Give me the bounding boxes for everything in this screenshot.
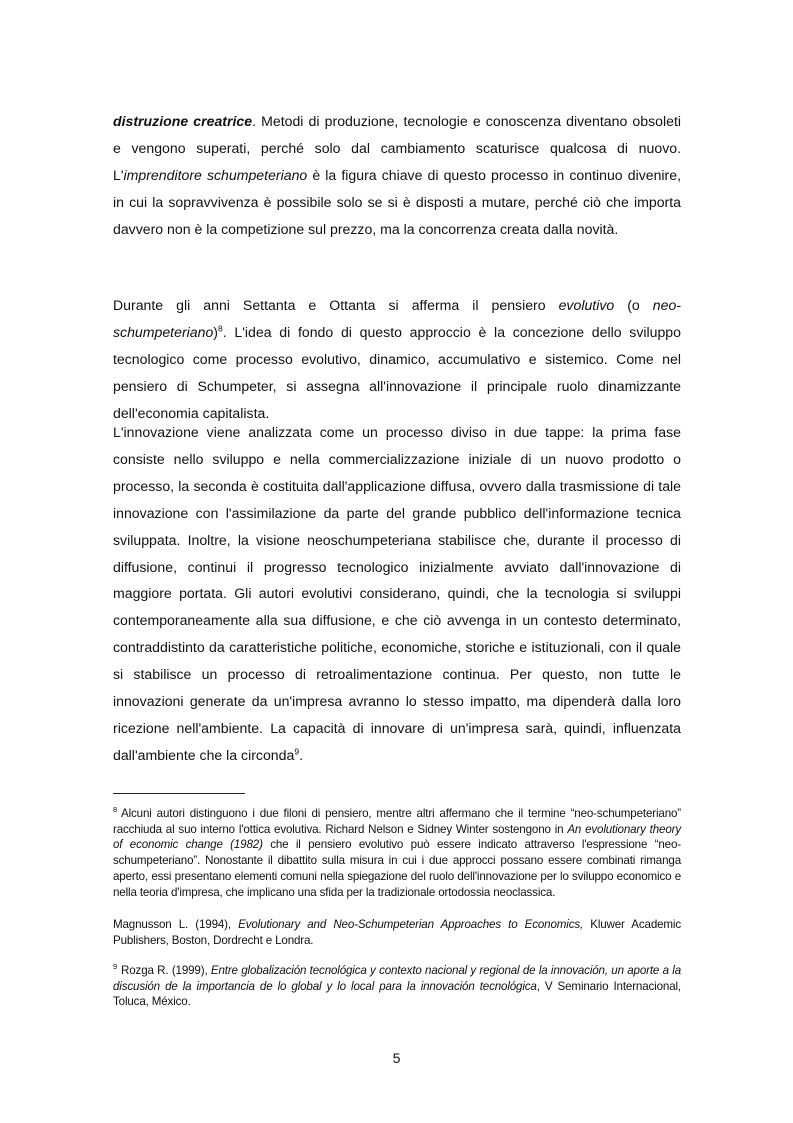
paragraph-2: [113, 292, 681, 427]
footnote-8-title: An evolutionary theory of economic change (1982): [113, 822, 682, 852]
paragraph-1-text: . Metodi di produzione, tecnologie e conoscenza diventano obsoleti e vengono superati, perché solo dal cambiamento scaturisce qualcosa di nuovo. L': [113, 113, 681, 183]
footnote-9-title: Entre globalización tecnológica y contexto nacional y regional de la innovación, un aporte a la discusión de la importancia de lo global y lo local para la innovación tecnológica: [113, 964, 681, 993]
footnote-9-author: Rozga R. (1999),: [121, 964, 211, 977]
citation-author: Magnusson L. (1994),: [113, 918, 239, 931]
footnote-9-text-end: , V Seminario Internacional, Toluca, México.: [113, 979, 681, 1009]
paragraph-1-text-end: è la figura chiave di questo processo in continuo divenire, in cui la sopravvivenza è possibile solo se si è disposti a mutare, perché ciò che importa davvero non è la competizione sul prezzo, ma la concorrenza creata dalla novità.: [113, 166, 681, 237]
footnote-8-mark: 8: [113, 805, 118, 815]
footnote-8-text-end: che il pensiero evolutivo può essere indicato attraverso l'espressione “neo-schumpeteriano”. Nonostante il dibattito sulla misura in cui i due approcci possano essere combinati rimanga aperto, essi presentano elementi comuni nella spiegazione del ruolo dell'innovazione per lo sviluppo economico e nella teoria d'impresa, che implicano una sfida per la tradizionale ortodossia neoclassica.: [113, 838, 681, 899]
footnote-ref-9[interactable]: 9: [294, 746, 300, 757]
citation-title: Evolutionary and Neo-Schumpeterian Approaches to Economics,: [238, 918, 584, 931]
term-evolutivo: evolutivo: [558, 297, 615, 313]
term-neo-schumpeteriano: neo-schumpeteriano: [113, 297, 681, 340]
citation-publisher: Kluwer Academic Publishers, Boston, Dordrecht e Londra.: [113, 918, 681, 947]
footnote-ref-8[interactable]: 8: [217, 323, 223, 334]
paragraph-3-text: L'innovazione viene analizzata come un processo diviso in due tappe: la prima fase consiste nello sviluppo e nella commercializzazione iniziale di un nuovo prodotto o processo, la seconda è costituita dall'applicazione diffusa, ovvero dalla trasmissione di tale innovazione con l'assimilazione da parte del grande pubblico dell'informazione tecnica sviluppata. Inoltre, la visione neoschumpeteriana stabilisce che, durante il processo di diffusione, continui il progresso tecnologico inizialmente avviato dall'innovazione di maggiore portata. Gli autori evolutivi considerano, quindi, che la tecnologia si sviluppi contemporaneamente alla sua diffusione, e che ciò avvenga in un contesto determinato, contraddistinto da caratteristiche politiche, economiche, storiche e istituzionali, con il quale si stabilisce un processo di retroalimentazione continua. Per questo, non tutte le innovazioni generate da un'impresa avranno lo stesso impatto, ma dipenderà dalla loro ricezione nell'ambiente. La capacità di innovare di un'impresa sarà, quindi, influenzata dall'ambiente che la circonda: [113, 424, 681, 763]
paragraph-2-paren-close: ): [213, 323, 218, 340]
term-distruzione-creatrice: distruzione creatrice: [113, 113, 253, 129]
page-number: 5: [392, 1050, 401, 1066]
paragraph-1: [113, 108, 681, 243]
paragraph-2-text-end: . L'idea di fondo di questo approccio è la concezione dello sviluppo tecnologico come processo evolutivo, dinamico, accumulativo e sistemico. Come nel pensiero di Schumpeter, si assegna all'innovazione il principale ruolo dinamizzante dell'economia capitalista.: [113, 323, 681, 421]
footnote-8-text: Alcuni autori distinguono i due filoni di pensiero, mentre altri affermano che il termine “neo-schumpeteriano” racchiuda al suo interno l'ottica evolutiva. Richard Nelson e Sidney Winter sostengono in: [113, 807, 681, 836]
footnote-9: [113, 963, 681, 1010]
paragraph-2-text: Durante gli anni Settanta e Ottanta si afferma il pensiero: [113, 297, 559, 313]
paragraph-3: [113, 419, 681, 769]
footnote-8-citation: [113, 917, 681, 948]
paragraph-3-end: .: [299, 746, 303, 763]
term-imprenditore-schumpeteriano: imprenditore schumpeteriano: [123, 166, 308, 183]
footnote-8: [113, 806, 681, 900]
footnote-separator: [113, 793, 245, 794]
footnote-9-mark: 9: [113, 962, 118, 972]
paragraph-2-paren: (o: [614, 297, 653, 313]
